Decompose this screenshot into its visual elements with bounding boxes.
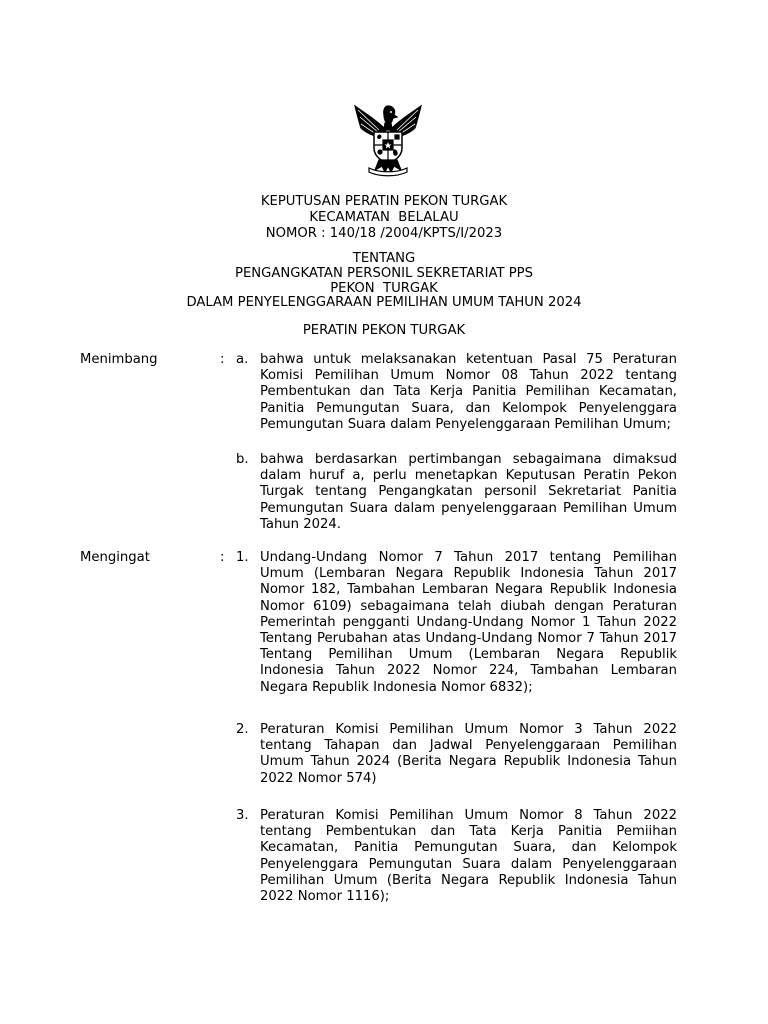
item-text: Peraturan Komisi Pemilihan Umum Nomor 3 Tahun 2022 tentang Tahapan dan Jadwal Penyelenggaraan Pemilihan Umum Tahun 2024 (Berita Negara Republik Indonesia Tahun 2022 Nomor 574) bbox=[260, 722, 677, 786]
item-marker: 1. bbox=[236, 550, 249, 565]
tentang-subject-line-1: PENGANGKATAN PERSONIL SEKRETARIAT PPS bbox=[235, 266, 533, 281]
item-marker: b. bbox=[236, 452, 249, 467]
item-text: Peraturan Komisi Pemilihan Umum Nomor 8 Tahun 2022 tentang Pembentukan dan Tata Kerja Panitia Pemiihan Kecamatan, Panitia Pemungutan Suara, dan Kelompok Penyelenggara Pemungutan Suara dalam Penyelenggaraan Pemilihan Umum (Berita Negara Republik Indonesia Tahun 2022 Nomor 1116); bbox=[260, 808, 677, 905]
item-marker: 3. bbox=[236, 808, 249, 823]
mengingat-colon: : bbox=[220, 550, 225, 565]
mengingat-label: Mengingat bbox=[80, 550, 150, 565]
decree-title-line-2: KECAMATAN BELALAU bbox=[309, 210, 459, 225]
tentang-subject-line-2: PEKON TURGAK bbox=[330, 281, 438, 296]
decree-title-line-1: KEPUTUSAN PERATIN PEKON TURGAK bbox=[260, 194, 508, 209]
tentang-subject-line-3: DALAM PENYELENGGARAAN PEMILIHAN UMUM TAHUN 2024 bbox=[186, 295, 582, 310]
item-text: bahwa berdasarkan pertimbangan sebagaimana dimaksud dalam huruf a, perlu menetapkan Keputusan Peratin Pekon Turgak tentang Pengangkatan personil Sekretariat Panitia Pemungutan Suara dalam penyelenggaraan Pemilihan Umum Tahun 2024. bbox=[260, 452, 677, 532]
garuda-emblem-icon bbox=[349, 100, 427, 178]
menimbang-label: Menimbang bbox=[80, 352, 158, 367]
menimbang-colon: : bbox=[220, 352, 225, 367]
item-marker: 2. bbox=[236, 722, 249, 737]
item-text: Undang-Undang Nomor 7 Tahun 2017 tentang Pemilihan Umum (Lembaran Negara Republik Indonesia Tahun 2017 Nomor 182, Tambahan Lembaran Negara Republik Indonesia Nomor 6109) sebagaimana telah diubah dengan Peraturan Pemerintah pengganti Undang-Undang Nomor 1 Tahun 2022 Tentang Perubahan atas Undang-Undang Nomor 7 Tahun 2017 Tentang Pemilihan Umum (Lembaran Negara Republik Indonesia Tahun 2022 Nomor 224, Tambahan Lembaran Negara Republik Indonesia Nomor 6832); bbox=[260, 550, 677, 695]
issuer-title: PERATIN PEKON TURGAK bbox=[302, 323, 466, 338]
item-text: bahwa untuk melaksanakan ketentuan Pasal 75 Peraturan Komisi Pemilihan Umum Nomor 08 Tahun 2022 tentang Pembentukan dan Tata Kerja Panitia Pemilihan Kecamatan, Panitia Pemungutan Suara, dan Kelompok Penyelenggara Pemungutan Suara dalam Penyelenggaraan Pemilihan Umum; bbox=[260, 352, 677, 432]
tentang-label: TENTANG bbox=[352, 251, 416, 266]
item-marker: a. bbox=[236, 352, 249, 367]
decree-number: NOMOR : 140/18 /2004/KPTS/I/2023 bbox=[265, 226, 503, 241]
